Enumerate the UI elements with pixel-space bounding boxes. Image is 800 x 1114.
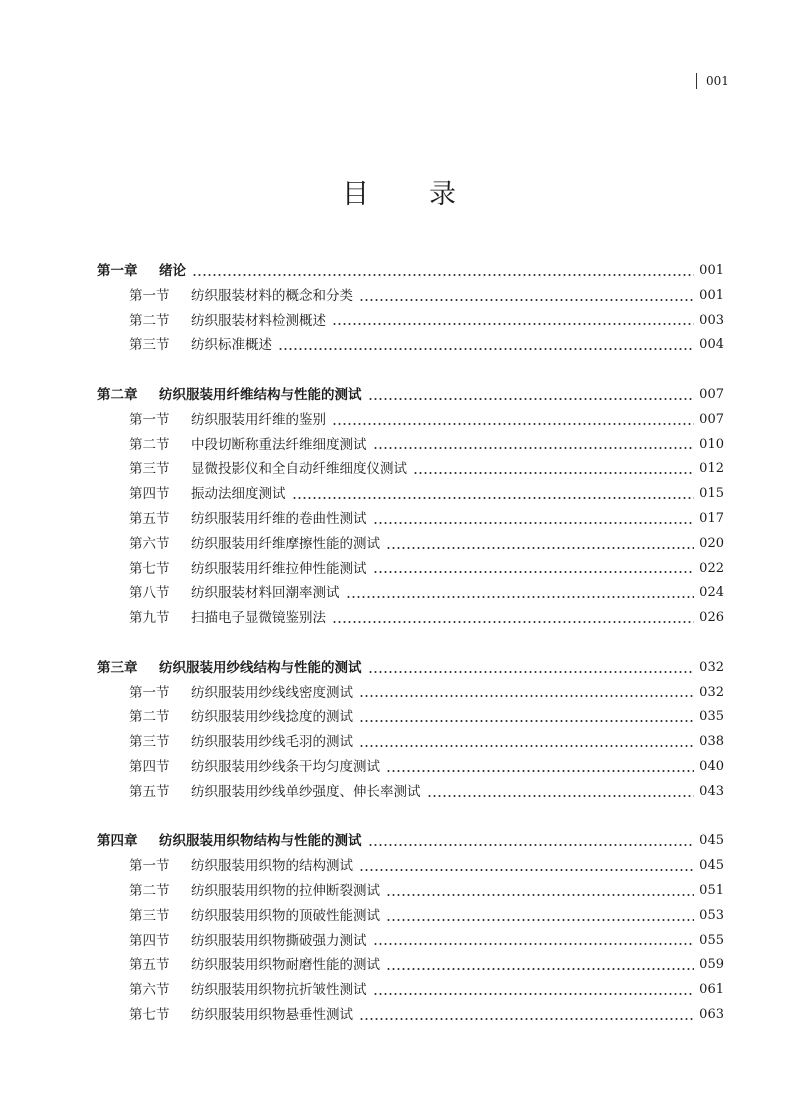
section-title: 纺织服装用纱线捻度的测试 bbox=[191, 709, 353, 726]
section-title: 纺织服装用纤维摩擦性能的测试 bbox=[191, 535, 380, 552]
section-number: 第三节 bbox=[129, 461, 170, 478]
dot-leader bbox=[368, 844, 695, 846]
section-entry[interactable] bbox=[97, 755, 724, 780]
page-ref: 032 bbox=[699, 659, 724, 675]
dot-leader bbox=[278, 348, 694, 350]
page-ref: 038 bbox=[699, 734, 724, 750]
chapter-block bbox=[97, 383, 724, 631]
section-title: 中段切断称重法纤维细度测试 bbox=[191, 436, 367, 453]
page-ref: 012 bbox=[699, 461, 724, 477]
section-entry[interactable] bbox=[97, 681, 724, 706]
chapter-number: 第三章 bbox=[97, 659, 138, 676]
section-number: 第四节 bbox=[129, 932, 170, 949]
section-entry[interactable] bbox=[97, 433, 724, 458]
section-title: 纺织服装用织物抗折皱性测试 bbox=[191, 982, 367, 999]
section-number: 第六节 bbox=[129, 535, 170, 552]
dot-leader bbox=[332, 423, 694, 425]
page-ref: 055 bbox=[699, 932, 724, 948]
section-number: 第五节 bbox=[129, 783, 170, 800]
page-ref: 035 bbox=[699, 709, 724, 725]
section-entry[interactable] bbox=[97, 309, 724, 334]
dot-leader bbox=[359, 299, 694, 301]
section-number: 第一节 bbox=[129, 858, 170, 875]
dot-leader bbox=[359, 1018, 694, 1020]
section-entry[interactable] bbox=[97, 457, 724, 482]
dot-leader bbox=[192, 274, 694, 276]
chapter-title: 绪论 bbox=[159, 263, 186, 279]
section-entry[interactable] bbox=[97, 780, 724, 805]
section-number: 第三节 bbox=[129, 734, 170, 751]
page-ref: 059 bbox=[699, 957, 724, 973]
section-entry[interactable] bbox=[97, 929, 724, 954]
section-title: 纺织服装用织物的拉伸断裂测试 bbox=[191, 882, 380, 899]
section-number: 第五节 bbox=[129, 510, 170, 527]
page-ref: 040 bbox=[699, 758, 724, 774]
dot-leader bbox=[373, 571, 695, 573]
chapter-entry[interactable] bbox=[97, 656, 724, 681]
chapter-block bbox=[97, 656, 724, 805]
section-entry[interactable] bbox=[97, 581, 724, 606]
page-ref: 024 bbox=[699, 585, 724, 601]
chapter-title: 纺织服装用织物结构与性能的测试 bbox=[159, 833, 362, 850]
section-entry[interactable] bbox=[97, 507, 724, 532]
section-title: 纺织服装用纤维拉伸性能测试 bbox=[191, 560, 367, 577]
section-entry[interactable] bbox=[97, 730, 724, 755]
dot-leader bbox=[386, 770, 694, 772]
section-entry[interactable] bbox=[97, 904, 724, 929]
section-title: 纺织服装用纱线条干均匀度测试 bbox=[191, 758, 380, 775]
section-title: 纺织服装用纤维的鉴别 bbox=[191, 411, 326, 428]
dot-leader bbox=[368, 398, 695, 400]
section-number: 第一节 bbox=[129, 684, 170, 701]
dot-leader bbox=[359, 869, 694, 871]
section-title: 显微投影仪和全自动纤维细度仪测试 bbox=[191, 461, 407, 478]
chapter-entry[interactable] bbox=[97, 259, 724, 284]
page-ref: 003 bbox=[699, 312, 724, 328]
dot-leader bbox=[332, 323, 694, 325]
dot-leader bbox=[373, 447, 695, 449]
section-number: 第四节 bbox=[129, 758, 170, 775]
section-entry[interactable] bbox=[97, 482, 724, 507]
page-ref: 004 bbox=[699, 337, 724, 353]
page-ref: 007 bbox=[699, 386, 724, 402]
section-title: 纺织服装用纱线毛羽的测试 bbox=[191, 734, 353, 751]
section-title: 纺织服装用纤维的卷曲性测试 bbox=[191, 510, 367, 527]
section-number: 第七节 bbox=[129, 560, 170, 577]
title-char-2: 录 bbox=[429, 179, 458, 210]
dot-leader bbox=[332, 621, 694, 623]
chapter-title: 纺织服装用纤维结构与性能的测试 bbox=[159, 386, 362, 403]
section-number: 第九节 bbox=[129, 610, 170, 627]
section-title: 纺织服装用织物撕破强力测试 bbox=[191, 932, 367, 949]
page-title bbox=[0, 172, 800, 211]
section-entry[interactable] bbox=[97, 333, 724, 358]
section-number: 第二节 bbox=[129, 882, 170, 899]
table-of-contents bbox=[97, 259, 724, 1053]
dot-leader bbox=[346, 596, 695, 598]
dot-leader bbox=[386, 894, 694, 896]
dot-leader bbox=[292, 497, 695, 499]
dot-leader bbox=[359, 745, 694, 747]
section-title: 纺织服装材料回潮率测试 bbox=[191, 585, 340, 602]
section-number: 第六节 bbox=[129, 982, 170, 999]
page-number: 001 bbox=[696, 73, 729, 89]
page-ref: 001 bbox=[699, 287, 724, 303]
page-ref: 026 bbox=[699, 610, 724, 626]
section-number: 第三节 bbox=[129, 337, 170, 354]
section-title: 扫描电子显微镜鉴别法 bbox=[191, 610, 326, 627]
page-ref: 015 bbox=[699, 486, 724, 502]
dot-leader bbox=[373, 943, 695, 945]
page-ref: 063 bbox=[699, 1006, 724, 1022]
section-number: 第八节 bbox=[129, 585, 170, 602]
chapter-block bbox=[97, 829, 724, 1027]
chapter-number: 第二章 bbox=[97, 386, 138, 403]
dot-leader bbox=[386, 919, 694, 921]
section-entry[interactable] bbox=[97, 879, 724, 904]
chapter-number: 第一章 bbox=[97, 263, 138, 279]
section-title: 纺织服装用织物的顶破性能测试 bbox=[191, 907, 380, 924]
page-ref: 043 bbox=[699, 783, 724, 799]
section-entry[interactable] bbox=[97, 408, 724, 433]
section-title: 纺织服装用织物耐磨性能的测试 bbox=[191, 957, 380, 974]
section-title: 纺织服装用织物的结构测试 bbox=[191, 858, 353, 875]
page-ref: 017 bbox=[699, 510, 724, 526]
chapter-number: 第四章 bbox=[97, 833, 138, 850]
section-number: 第二节 bbox=[129, 312, 170, 329]
page-ref: 020 bbox=[699, 535, 724, 551]
section-title: 纺织服装用纱线线密度测试 bbox=[191, 684, 353, 701]
dot-leader bbox=[368, 671, 695, 673]
dot-leader bbox=[373, 522, 695, 524]
dot-leader bbox=[373, 993, 695, 995]
page-ref: 001 bbox=[699, 263, 724, 278]
page-ref: 051 bbox=[699, 882, 724, 898]
section-number: 第四节 bbox=[129, 486, 170, 503]
section-title: 纺织标准概述 bbox=[191, 337, 272, 354]
dot-leader bbox=[359, 695, 694, 697]
chapter-entry[interactable] bbox=[97, 829, 724, 854]
section-number: 第一节 bbox=[129, 287, 170, 304]
title-char-1: 目 bbox=[342, 179, 371, 210]
section-number: 第二节 bbox=[129, 436, 170, 453]
page-ref: 007 bbox=[699, 411, 724, 427]
section-title: 纺织服装材料检测概述 bbox=[191, 312, 326, 329]
section-entry[interactable] bbox=[97, 953, 724, 978]
dot-leader bbox=[427, 795, 695, 797]
dot-leader bbox=[413, 472, 694, 474]
section-entry[interactable] bbox=[97, 854, 724, 879]
section-entry[interactable] bbox=[97, 557, 724, 582]
dot-leader bbox=[386, 968, 694, 970]
page-ref: 045 bbox=[699, 858, 724, 874]
section-number: 第三节 bbox=[129, 907, 170, 924]
chapter-title: 纺织服装用纱线结构与性能的测试 bbox=[159, 659, 362, 676]
section-entry[interactable] bbox=[97, 284, 724, 309]
section-number: 第七节 bbox=[129, 1006, 170, 1023]
section-entry[interactable] bbox=[97, 1003, 724, 1028]
section-title: 振动法细度测试 bbox=[191, 486, 286, 503]
page-ref: 045 bbox=[699, 833, 724, 849]
section-number: 第二节 bbox=[129, 709, 170, 726]
section-title: 纺织服装用纱线单纱强度、伸长率测试 bbox=[191, 783, 421, 800]
section-number: 第一节 bbox=[129, 411, 170, 428]
section-title: 纺织服装用织物悬垂性测试 bbox=[191, 1006, 353, 1023]
dot-leader bbox=[359, 720, 694, 722]
section-entry[interactable] bbox=[97, 705, 724, 730]
section-title: 纺织服装材料的概念和分类 bbox=[191, 287, 353, 304]
section-entry[interactable] bbox=[97, 978, 724, 1003]
page-ref: 010 bbox=[699, 436, 724, 452]
page-ref: 053 bbox=[699, 907, 724, 923]
chapter-block bbox=[97, 259, 724, 358]
page-ref: 022 bbox=[699, 560, 724, 576]
page-ref: 032 bbox=[699, 684, 724, 700]
section-entry[interactable] bbox=[97, 532, 724, 557]
section-number: 第五节 bbox=[129, 957, 170, 974]
page-ref: 061 bbox=[699, 982, 724, 998]
dot-leader bbox=[386, 547, 694, 549]
section-entry[interactable] bbox=[97, 606, 724, 631]
chapter-entry[interactable] bbox=[97, 383, 724, 408]
